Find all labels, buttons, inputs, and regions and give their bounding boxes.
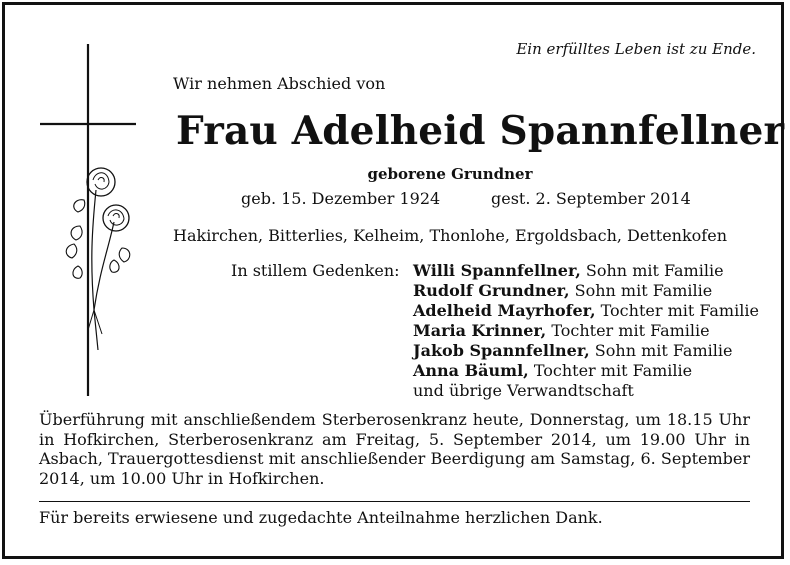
mourners-closing: und übrige Verwandtschaft <box>413 381 634 400</box>
mourner-relation: Sohn mit Familie <box>585 261 724 280</box>
motto: Ein erfülltes Leben ist zu Ende. <box>516 40 756 58</box>
death-date: gest. 2. September 2014 <box>491 189 691 208</box>
cross-with-roses-icon <box>38 40 138 400</box>
intro-line: Wir nehmen Abschied von <box>173 74 386 93</box>
mourner-row <box>413 341 759 361</box>
mourner-relation: Sohn mit Familie <box>594 341 733 360</box>
maiden-name: geborene Grundner <box>367 165 533 183</box>
mourner-relation: Sohn mit Familie <box>574 281 713 300</box>
birth-date: geb. 15. Dezember 1924 <box>241 189 441 208</box>
mourner-row <box>413 361 759 381</box>
places-list: Hakirchen, Bitterlies, Kelheim, Thonlohe, Ergoldsbach, Dettenkofen <box>173 226 727 245</box>
mourner-row <box>413 301 759 321</box>
thanks-line: Für bereits erwiesene und zugedachte Anteilnahme herzlichen Dank. <box>39 508 603 527</box>
mourners-list <box>413 261 759 401</box>
mourner-row <box>413 261 759 281</box>
mourner-name: Willi Spannfellner, <box>413 261 581 280</box>
funeral-arrangements: Überführung mit anschließendem Sterberosenkranz heute, Donnerstag, um 18.15 Uhr in Hofkirchen, Sterberosenkranz am Freitag, 5. September 2014, um 19.00 Uhr in Asbach, Trauergottesdienst mit anschließender Beerdigung am Samstag, 6. September 2014, um 10.00 Uhr in Hofkirchen. <box>39 410 750 488</box>
mourner-name: Jakob Spannfellner, <box>413 341 590 360</box>
mourner-relation: Tochter mit Familie <box>551 321 710 340</box>
deceased-name: Frau Adelheid Spannfellner <box>176 108 785 154</box>
mourner-name: Anna Bäuml, <box>413 361 529 380</box>
mourner-row <box>413 321 759 341</box>
mourner-relation: Tochter mit Familie <box>533 361 693 380</box>
mourner-name: Adelheid Mayrhofer, <box>413 301 596 320</box>
divider <box>39 501 750 502</box>
mourner-name: Rudolf Grundner, <box>413 281 570 300</box>
mourner-relation: Tochter mit Familie <box>600 301 759 320</box>
mourner-row <box>413 281 759 301</box>
mourning-label: In stillem Gedenken: <box>231 261 400 280</box>
mourner-name: Maria Krinner, <box>413 321 547 340</box>
